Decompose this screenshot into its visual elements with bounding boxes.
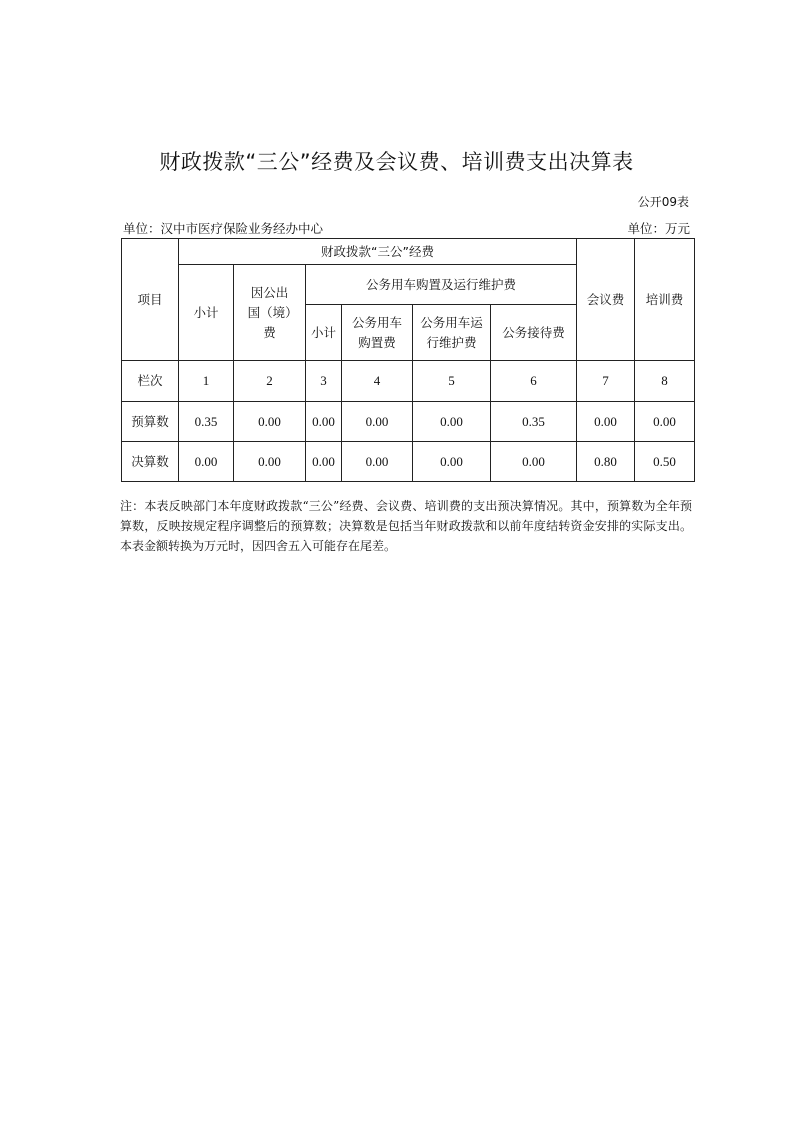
- table-cell: 2: [234, 361, 306, 402]
- table-cell: 0.00: [179, 442, 234, 482]
- header-item: 项目: [122, 239, 179, 361]
- table-cell: 3: [306, 361, 342, 402]
- table-cell: 0.80: [577, 442, 635, 482]
- table-row: [122, 402, 695, 442]
- footnote: 注：本表反映部门本年度财政拨款“三公”经费、会议费、培训费的支出预决算情况。其中，预算数为全年预算数，反映按规定程序调整后的预算数；决算数是包括当年财政拨款和以前年度结转资金安排的实际支出。本表金额转换为万元时，因四舍五入可能存在尾差。: [120, 499, 692, 553]
- table-cell: 0.00: [306, 402, 342, 442]
- table-cell: 0.00: [306, 442, 342, 482]
- table-cell: 0.50: [635, 442, 695, 482]
- row-label: 决算数: [122, 442, 179, 482]
- table-cell: 0.00: [491, 442, 577, 482]
- table-cell: 0.00: [413, 442, 491, 482]
- table-cell: 4: [342, 361, 413, 402]
- expenditure-table: [121, 238, 695, 482]
- table-cell: 0.00: [234, 402, 306, 442]
- table-code: 公开09表: [637, 195, 689, 209]
- organization-unit: 单位：汉中市医疗保险业务经办中心: [123, 221, 324, 236]
- table-cell: 0.00: [413, 402, 491, 442]
- table-row: [122, 361, 695, 402]
- table-cell: 0.35: [179, 402, 234, 442]
- header-reception: 公务接待费: [491, 305, 577, 361]
- table-cell: 0.35: [491, 402, 577, 442]
- table-cell: 0.00: [577, 402, 635, 442]
- header-vehicle-subtotal: 小计: [306, 305, 342, 361]
- page-title: 财政拨款“三公”经费及会议费、培训费支出决算表: [159, 150, 634, 174]
- header-vehicle-group: 公务用车购置及运行维护费: [306, 265, 577, 305]
- table-cell: 0.00: [342, 442, 413, 482]
- header-vehicle-purchase: 公务用车购置费: [342, 305, 413, 361]
- table-cell: 7: [577, 361, 635, 402]
- header-subtotal: 小计: [179, 265, 234, 361]
- table-cell: 1: [179, 361, 234, 402]
- header-vehicle-operation: 公务用车运行维护费: [413, 305, 491, 361]
- header-meeting: 会议费: [577, 239, 635, 361]
- table-cell: 6: [491, 361, 577, 402]
- table-cell: 0.00: [635, 402, 695, 442]
- row-label: 栏次: [122, 361, 179, 402]
- header-sangong-group: 财政拨款“三公”经费: [179, 239, 577, 265]
- table-cell: 0.00: [234, 442, 306, 482]
- table-row: [122, 442, 695, 482]
- table-cell: 0.00: [342, 402, 413, 442]
- table-cell: 5: [413, 361, 491, 402]
- row-label: 预算数: [122, 402, 179, 442]
- header-training: 培训费: [635, 239, 695, 361]
- table-cell: 8: [635, 361, 695, 402]
- header-abroad: 因公出国（境）费: [234, 265, 306, 361]
- money-unit: 单位：万元: [627, 221, 690, 236]
